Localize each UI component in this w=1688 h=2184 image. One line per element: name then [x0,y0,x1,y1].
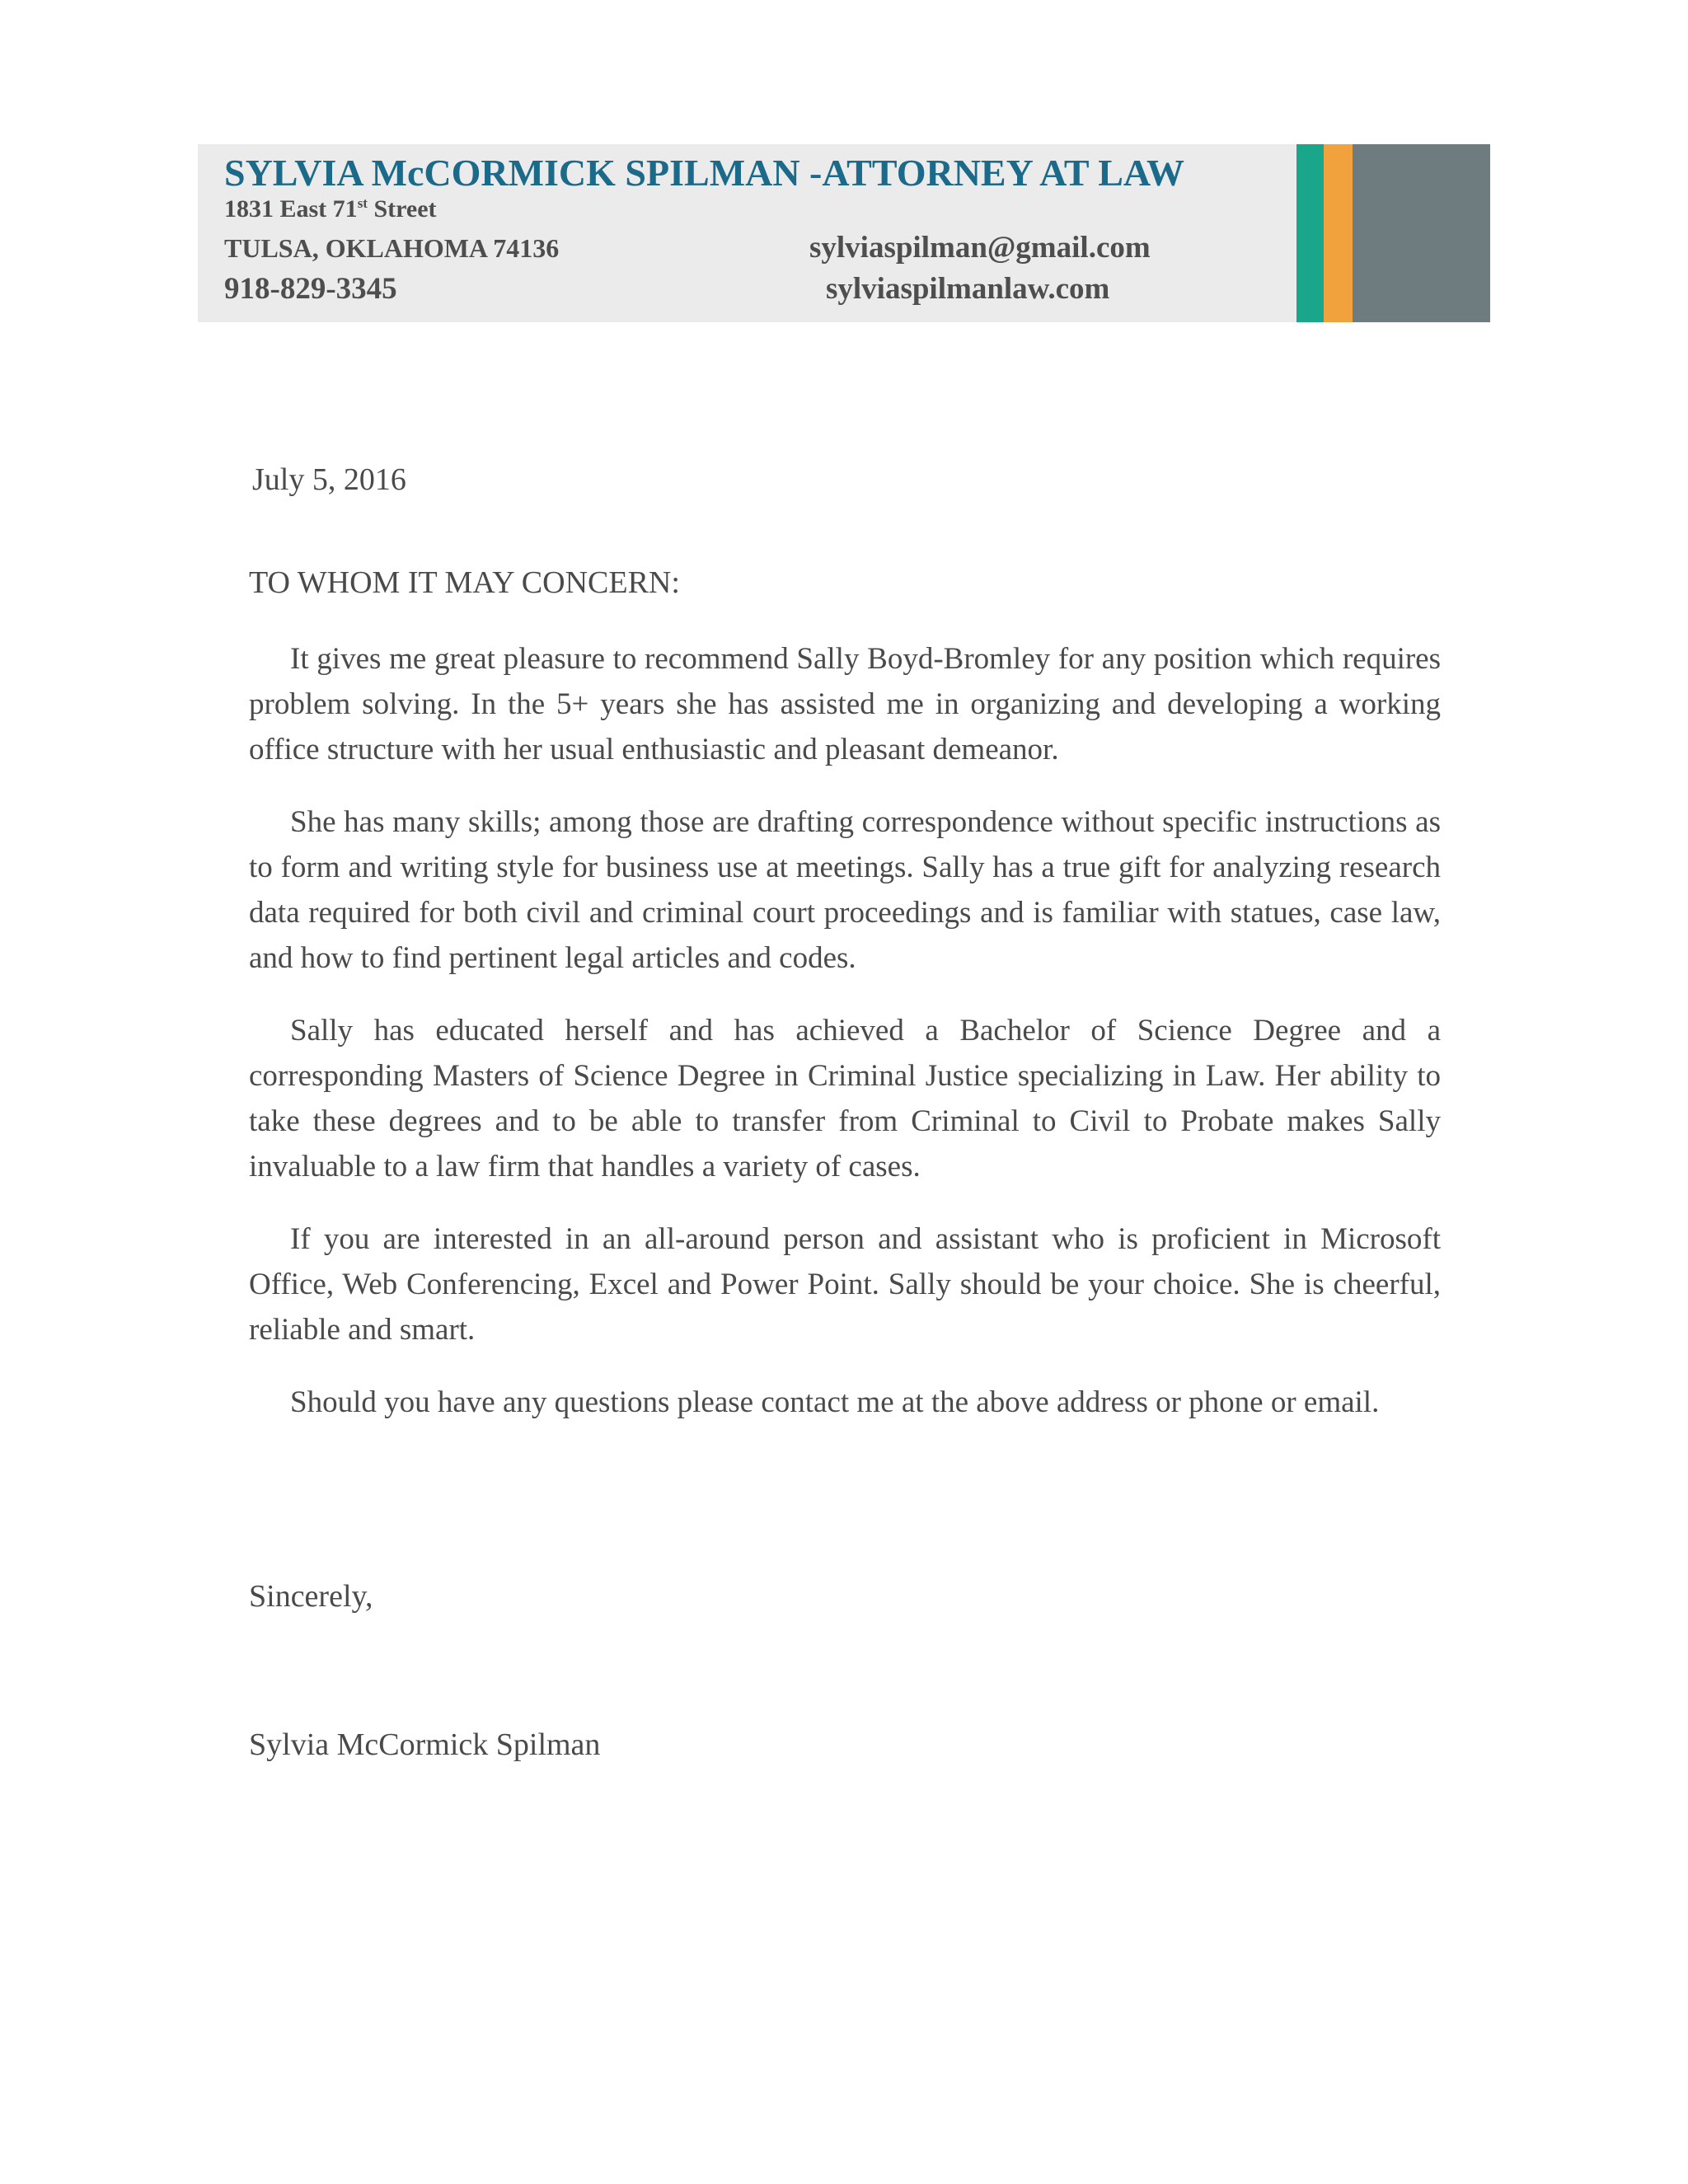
letterhead-email: sylviaspilman@gmail.com [809,231,1151,265]
street-ordinal: st [357,195,368,211]
accent-bar-orange [1324,144,1353,322]
letter-closing: Sincerely, [249,1579,373,1614]
letter-paragraph: Should you have any questions please contact me at the above address or phone or email. [290,1385,1380,1419]
letter-salutation: TO WHOM IT MAY CONCERN: [249,565,680,600]
letter-date: July 5, 2016 [252,462,406,497]
accent-bar-teal [1296,144,1324,322]
letterhead-phone: 918-829-3345 [224,272,397,306]
letterhead-website: sylviaspilmanlaw.com [826,272,1110,306]
letterhead-street [224,195,437,223]
accent-bar-gray [1353,144,1490,322]
letter-signature: Sylvia McCormick Spilman [249,1727,601,1762]
letter-paragraph: Sally has educated herself and has achieved a Bachelor of Science Degree and a corresponding Masters of Science Degree in Criminal Justice specializing in Law. Her ability to take these degrees and to be able to transfer from Criminal to Civil to Probate makes Sally invaluable to a law firm that handles a variety of cases. [249,1014,1441,1183]
letter-paragraph: It gives me great pleasure to recommend Sally Boyd-Bromley for any position which requires problem solving. In the 5+ years she has assisted me in organizing and developing a working office structure with her usual enthusiastic and pleasant demeanor. [249,642,1441,766]
letterhead-city: TULSA, OKLAHOMA 74136 [224,233,560,263]
letter-paragraph: She has many skills; among those are drafting correspondence without specific instructions as to form and writing style for business use at meetings. Sally has a true gift for analyzing research data required for both civil and criminal court proceedings and is familiar with statues, case law, and how to find pertinent legal articles and codes. [249,805,1441,975]
letterhead-name: SYLVIA McCORMICK SPILMAN -ATTORNEY AT LAW [224,152,1185,194]
letter-paragraph: If you are interested in an all-around person and assistant who is proficient in Microsoft Office, Web Conferencing, Excel and Power Point. Sally should be your choice. She is cheerful, reliable and smart. [249,1222,1441,1347]
street-number: 1831 East 71 [224,195,358,223]
street-name: Street [367,195,437,223]
letter-body [249,636,1441,1452]
